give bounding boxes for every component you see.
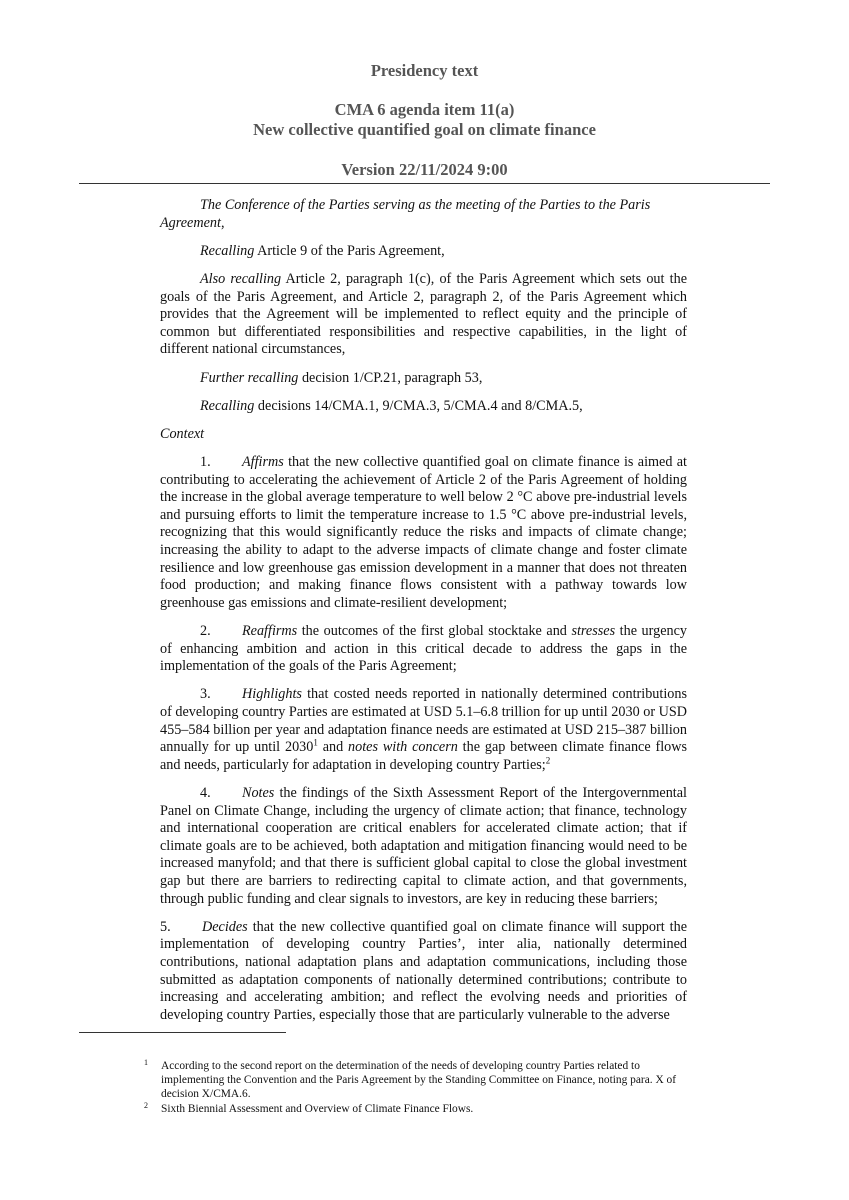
paragraph-1 bbox=[160, 454, 687, 612]
preamble-keyword: Recalling bbox=[200, 397, 255, 414]
header-divider bbox=[79, 183, 770, 184]
footnote-text: Sixth Biennial Assessment and Overview of Climate Finance Flows. bbox=[161, 1103, 474, 1115]
paragraph-4 bbox=[160, 785, 687, 908]
paragraph-text: that the new collective quantified goal on climate finance is aimed at contributing to accelerating the achievement of Article 2 of the Paris Agreement of holding the increase in the global average temperature to well below 2 °C above pre-industrial levels and pursuing efforts to limit the temperature increase to 1.5 °C above pre-industrial levels, recognizing that this would significantly reduce the risks and impacts of climate change; increasing the ability to adapt to the adverse impacts of climate change and foster climate resilience and low greenhouse gas emission development in a manner that does not threaten food production; and making finance flows consistent with a pathway towards low greenhouse gas emissions and climate-resilient development; bbox=[160, 454, 687, 611]
preamble-keyword: Recalling bbox=[200, 242, 255, 259]
preamble-also-recalling bbox=[160, 271, 687, 359]
paragraph-number: 4. bbox=[200, 784, 211, 801]
preamble-text: decision 1/CP.21, paragraph 53, bbox=[298, 369, 483, 386]
paragraph-number: 3. bbox=[200, 686, 211, 703]
preamble-recalling-decisions bbox=[160, 398, 687, 416]
paragraph-text: the outcomes of the first global stocktake and bbox=[297, 623, 572, 640]
paragraph-number: 5. bbox=[160, 918, 171, 935]
footnote-text: According to the second report on the determination of the needs of developing country Parties related to implementing the Convention and the Paris Agreement by the Standing Committee on Finance, noting para. X of decision X/CMA.6. bbox=[161, 1060, 677, 1101]
document-title: New collective quantified goal on climate finance bbox=[253, 120, 596, 139]
footnote-divider bbox=[79, 1032, 286, 1033]
paragraph-text: the gap between climate finance flows and needs, particularly for adaptation in developing country Parties; bbox=[160, 739, 687, 773]
paragraph-text: that costed needs reported in nationally determined contributions of developing country Parties are estimated at USD 5.1–6.8 trillion for up until 2030 or USD 455–584 billion per year and adaptation finance needs are estimated at USD 215–387 billion annually for up until 2030 bbox=[160, 686, 687, 756]
paragraph-lead: Reaffirms bbox=[242, 623, 298, 640]
footnote-number: 2 bbox=[144, 1101, 148, 1110]
paragraph-keyword: notes with concern bbox=[348, 739, 458, 756]
paragraph-keyword: stresses bbox=[571, 623, 616, 640]
preamble-text: Article 9 of the Paris Agreement, bbox=[254, 242, 445, 259]
footnote-ref-1[interactable]: 1 bbox=[313, 737, 318, 748]
paragraph-text: the findings of the Sixth Assessment Report of the Intergovernmental Panel on Climate Change, including the urgency of climate action; that finance, technology and international cooperation are critical enablers for accelerated climate action; that if climate goals are to be achieved, both adaptation and mitigation financing would need to be increased manyfold; and that there is sufficient global capital to close the global investment gap but there are barriers to redirecting capital to climate action, and that governments, through public funding and clear signals to investors, are key in reducing these barriers; bbox=[160, 784, 687, 907]
preamble-conference bbox=[160, 197, 687, 232]
paragraph-text: and bbox=[317, 739, 349, 756]
context-heading bbox=[160, 426, 687, 444]
footnote-ref-2[interactable]: 2 bbox=[545, 755, 551, 766]
preamble-keyword: Also recalling bbox=[200, 270, 282, 287]
preamble-text: Article 2, paragraph 1(c), of the Paris Agreement which sets out the goals of the Paris Agreement, and Article 2, paragraph 2, of the Paris Agreement which provides that the Agreement will be implemented to reflect equity and the principle of common but differentiated responsibilities and respective capabilities, in the light of different national circumstances, bbox=[160, 270, 687, 358]
paragraph-lead: Decides bbox=[202, 918, 248, 935]
paragraph-2 bbox=[160, 623, 687, 676]
paragraph-3 bbox=[160, 686, 687, 774]
preamble-recalling bbox=[160, 243, 687, 261]
document-body bbox=[160, 197, 687, 1035]
paragraph-text: that the new collective quantified goal on climate finance will support the implementation of developing country Parties’, inter alia, nationally determined contributions, national adaptation plans and adaptation communications, including those submitted as adaptation components of nationally determined contributions; contribute to increasing and accelerating ambition; and reflect the evolving needs and priorities of developing country Parties, especially those that are particularly vulnerable to the adverse bbox=[160, 918, 687, 1023]
paragraph-5 bbox=[160, 919, 687, 1025]
footnote-2 bbox=[144, 1102, 704, 1116]
preamble-keyword: Further recalling bbox=[200, 369, 299, 386]
paragraph-lead: Affirms bbox=[242, 454, 284, 471]
agenda-item: CMA 6 agenda item 11(a) bbox=[334, 100, 515, 119]
footnote-1 bbox=[144, 1059, 704, 1102]
paragraph-number: 2. bbox=[200, 623, 211, 640]
paragraph-lead: Highlights bbox=[242, 686, 302, 703]
paragraph-number: 1. bbox=[200, 454, 211, 471]
context-heading-text: Context bbox=[160, 425, 205, 442]
paragraph-lead: Notes bbox=[242, 784, 275, 801]
conference-phrase: The Conference of the Parties serving as the meeting of the Parties to the Paris Agreement bbox=[160, 197, 651, 231]
presidency-label: Presidency text bbox=[370, 61, 479, 80]
version-label: Version 22/11/2024 9:00 bbox=[341, 160, 508, 179]
preamble-further-recalling bbox=[160, 370, 687, 388]
conference-end: , bbox=[220, 214, 225, 231]
preamble-text: decisions 14/CMA.1, 9/CMA.3, 5/CMA.4 and 8/CMA.5, bbox=[254, 397, 583, 414]
paragraph-text: the urgency of enhancing ambition and action in this critical decade to address the gaps in the implementation of the goals of the Paris Agreement; bbox=[160, 623, 687, 675]
footnote-number: 1 bbox=[144, 1058, 148, 1067]
